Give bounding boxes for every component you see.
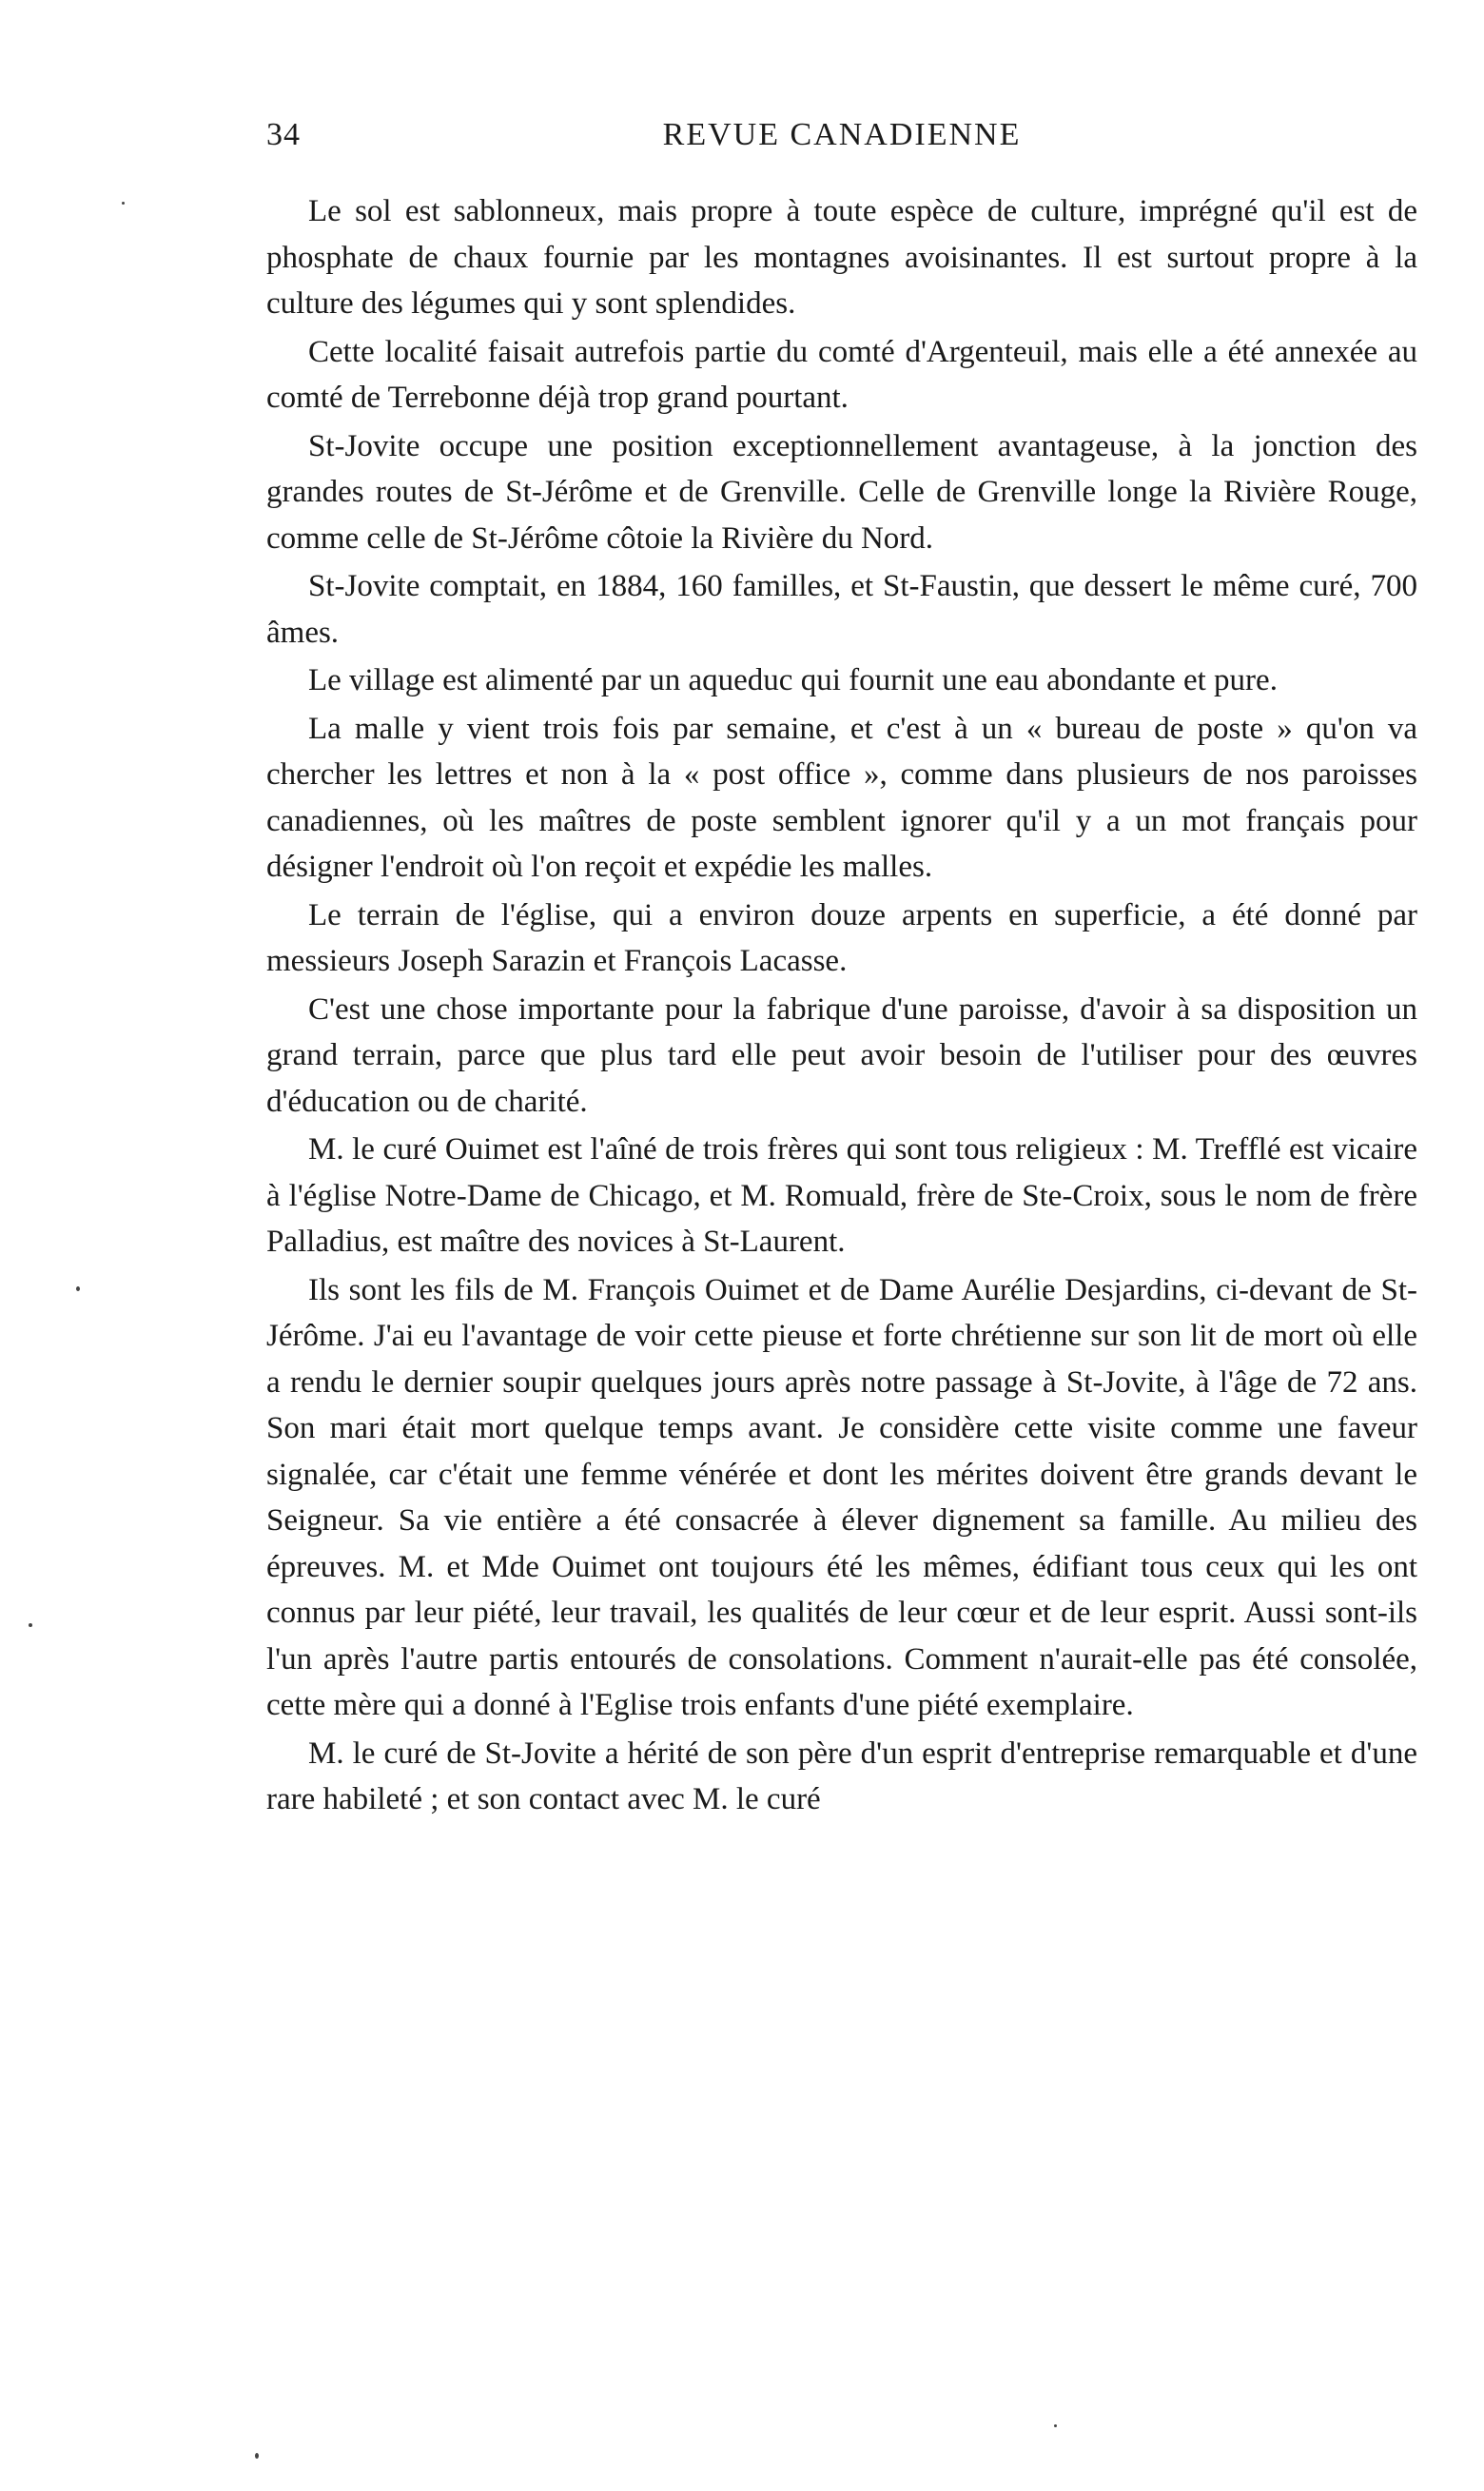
paragraph-aqueduct: Le village est alimenté par un aqueduc qui fournit une eau abondante et pure. [308,663,1278,697]
page-header [266,112,1417,158]
body-text [266,188,1417,1823]
paragraph-population: St-Jovite comptait, en 1884, 160 familles, et St-Faustin, que dessert le même curé, 700 âmes. [266,569,1417,650]
scan-speck [29,1623,32,1627]
paragraph-brothers: M. le curé Ouimet est l'aîné de trois frères qui sont tous religieux : M. Trefflé est vicaire à l'église Notre-Dame de Chicago, et M. Romuald, frère de Ste-Croix, sous le nom de frère Palladius, est maître des novices à St-Laurent. [266,1132,1417,1259]
scan-speck [122,202,125,205]
paragraph-parents: Ils sont les fils de M. François Ouimet et de Dame Aurélie Desjardins, ci-devant de St-Jérôme. J'ai eu l'avantage de voir cette pieuse et forte chrétienne sur son lit de mort où elle a rendu le dernier soupir quelques jours après notre passage à St-Jovite, à l'âge de 72 ans. Son mari était mort quelque temps avant. Je considère cette visite comme une faveur signalée, car c'était une femme vénérée et dont les mérites doivent être grands devant le Seigneur. Sa vie entière a été consacrée à élever dignement sa famille. Au milieu des épreuves. M. et Mde Ouimet ont toujours été les mêmes, édifiant tous ceux qui les ont connus par leur piété, leur travail, les qualités de leur cœur et de leur esprit. Aussi sont-ils l'un après l'autre partis entourés de consolations. Comment n'aurait-elle pas été consolée, cette mère qui a donné à l'Eglise trois enfants d'une piété exemplaire. [266,1272,1417,1722]
scan-speck [1054,2424,1057,2427]
paragraph-county: Cette localité faisait autrefois partie du comté d'Argenteuil, mais elle a été annexée au comté de Terrebonne déjà trop grand pourtant. [266,334,1417,415]
page-number: 34 [266,117,301,152]
paragraph-position: St-Jovite occupe une position exceptionnellement avantageuse, à la jonction des grandes routes de St-Jérôme et de Grenville. Celle de Grenville longe la Rivière Rouge, comme celle de St-Jérôme côtoie la Rivière du Nord. [266,428,1417,556]
paragraph-fabrique: C'est une chose importante pour la fabrique d'une paroisse, d'avoir à sa disposition un grand terrain, parce que plus tard elle peut avoir besoin de l'utiliser pour des œuvres d'éducation ou de charité. [266,991,1417,1119]
scan-speck [76,1286,80,1291]
paragraph-heritage: M. le curé de St-Jovite a hérité de son père d'un esprit d'entreprise remarquable et d'une rare habileté ; et son contact avec M. le curé [266,1736,1417,1816]
scan-speck [255,2453,259,2459]
paragraph-church-land: Le terrain de l'église, qui a environ douze arpents en superficie, a été donné par messieurs Joseph Sarazin et François Lacasse. [266,897,1417,978]
paragraph-soil: Le sol est sablonneux, mais propre à toute espèce de culture, imprégné qu'il est de phosphate de chaux fournie par les montagnes avoisinantes. Il est surtout propre à la culture des légumes qui y sont splendides. [266,194,1417,321]
running-title: REVUE CANADIENNE [662,117,1022,152]
paragraph-mail: La malle y vient trois fois par semaine, et c'est à un « bureau de poste » qu'on va chercher les lettres et non à la « post office », comme dans plusieurs de nos paroisses canadiennes, où les maîtres de poste semblent ignorer qu'il y a un mot français pour désigner l'endroit où l'on reçoit et expédie les malles. [266,711,1417,884]
